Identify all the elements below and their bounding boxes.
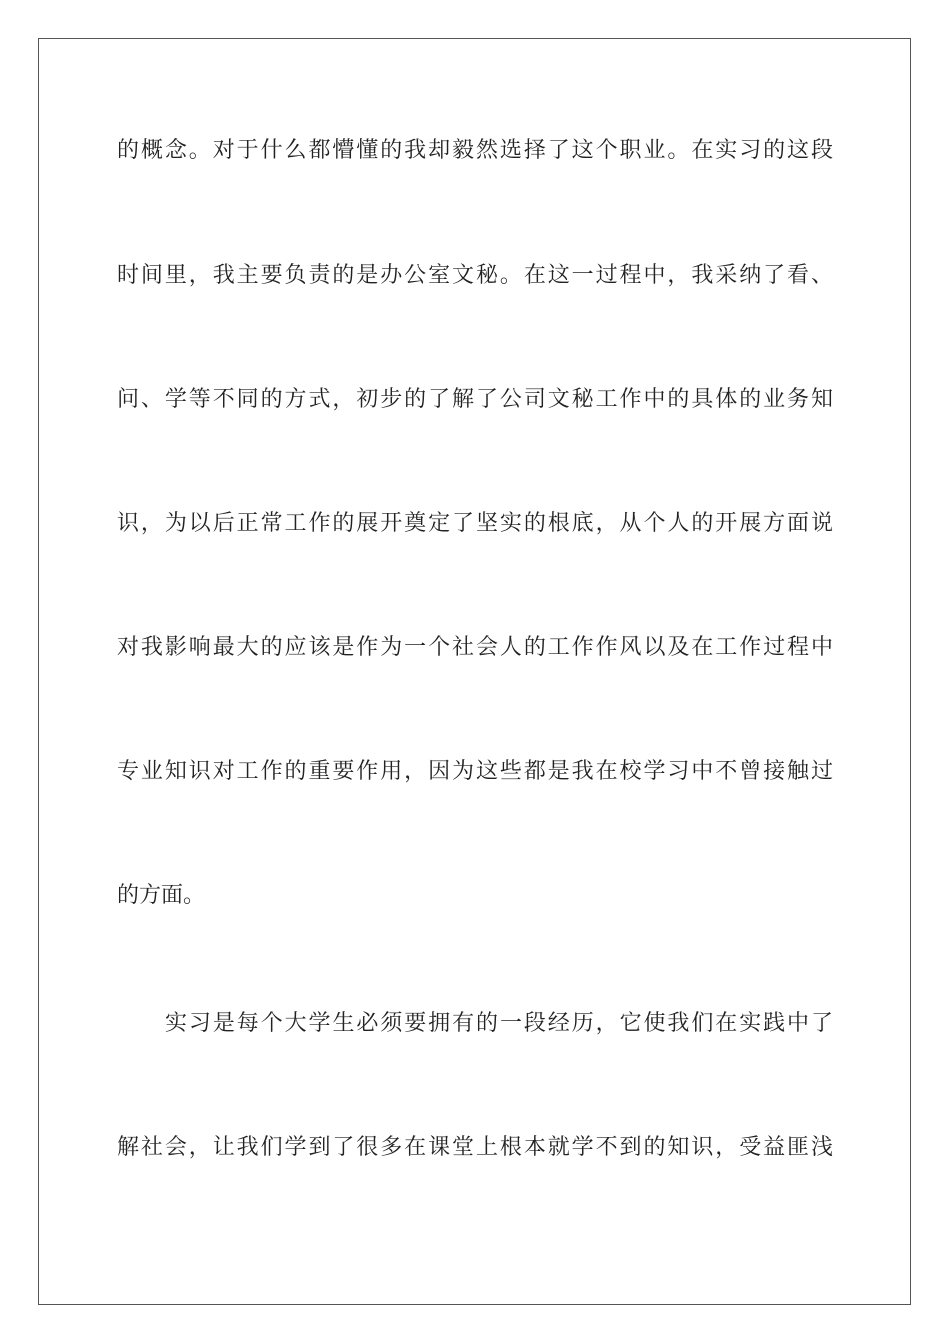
text-line: 专业知识对工作的重要作用，因为这些都是我在校学习中不曾接触过 [117, 759, 833, 784]
text-line: 解社会，让我们学到了很多在课堂上根本就学不到的知识，受益匪浅 [117, 1135, 833, 1160]
text-line: 的方面。 [117, 883, 206, 908]
text-line: 对我影响最大的应该是作为一个社会人的工作作风以及在工作过程中 [117, 635, 833, 660]
text-line: 时间里，我主要负责的是办公室文秘。在这一过程中，我采纳了看、 [117, 263, 833, 288]
text-line: 实习是每个大学生必须要拥有的一段经历，它使我们在实践中了 [165, 1011, 833, 1036]
text-line: 识，为以后正常工作的展开奠定了坚实的根底，从个人的开展方面说 [117, 511, 833, 536]
text-line: 的概念。对于什么都懵懂的我却毅然选择了这个职业。在实习的这段 [117, 138, 833, 163]
page-border [38, 38, 911, 1305]
text-line: 问、学等不同的方式，初步的了解了公司文秘工作中的具体的业务知 [117, 387, 833, 412]
